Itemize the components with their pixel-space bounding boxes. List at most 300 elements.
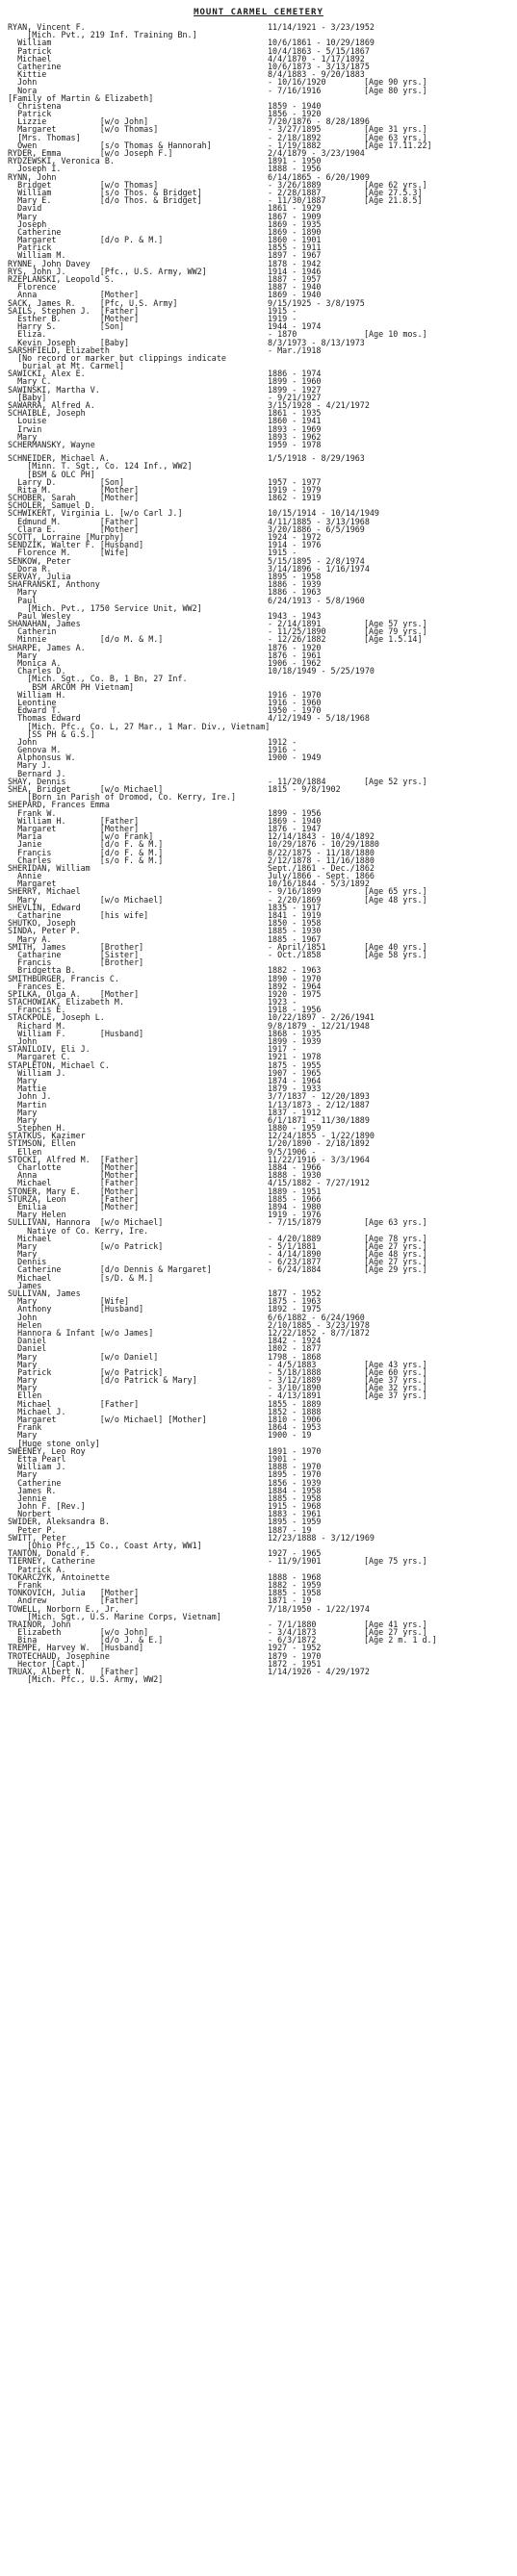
record-line — [8, 370, 513, 377]
record-dates: 1895 - 1958 — [268, 571, 322, 581]
record-dates: 1927 - 1952 — [268, 1643, 322, 1653]
record-dates: 1850 - 1958 — [268, 918, 322, 929]
record-dates: 1893 - 1969 — [268, 423, 322, 434]
record-name: Irwin — [8, 423, 42, 434]
record-dates: 1899 - 1939 — [268, 1036, 322, 1046]
record-line — [8, 1305, 513, 1313]
record-line — [8, 588, 513, 596]
record-name: Mary C. — [8, 376, 52, 387]
record-line — [8, 425, 513, 433]
record-dates: 6/1/1871 - 11/30/1889 — [268, 1114, 370, 1125]
record-dates: 1892 - 1975 — [268, 1304, 322, 1314]
record-dates: July/1866 - Sept. 1866 — [268, 871, 375, 881]
record-dates: 1943 - 1943 — [268, 610, 322, 621]
record-name: SENDZIK, Walter F. [Husband] — [8, 540, 144, 550]
record-name: SULLIVAN, Hannora [w/o Michael] — [8, 1217, 164, 1228]
record-name: SHANAHAN, James — [8, 619, 81, 629]
record-age-note: [Age 65 yrs.] — [364, 886, 427, 897]
record-dates: 8/3/1973 - 8/13/1973 — [268, 337, 365, 347]
record-line — [8, 1077, 513, 1084]
record-name: John J. — [8, 1091, 52, 1102]
record-age-note: [Age 48 yrs.] — [364, 1249, 427, 1260]
record-line — [8, 706, 513, 714]
record-name: Mary — [8, 1107, 38, 1117]
record-dates: 1868 - 1935 — [268, 1028, 322, 1038]
record-name: SCHERMANSKY, Wayne — [8, 439, 95, 449]
record-dates: 1899 - 1960 — [268, 376, 322, 387]
record-name: Catherine — [8, 226, 62, 237]
record-dates: 1885 - 1930 — [268, 926, 322, 936]
record-line — [8, 1675, 513, 1683]
record-name: William J. — [8, 1067, 66, 1078]
record-name: SINDA, Peter P. — [8, 926, 81, 936]
record-line — [8, 31, 513, 38]
record-dates: 1855 - 1911 — [268, 242, 322, 253]
record-dates: 1950 - 1970 — [268, 705, 322, 716]
record-name: Catherine [d/o Dennis & Margaret] — [8, 1264, 212, 1275]
record-dates: 1884 - 1966 — [268, 1162, 322, 1172]
record-dates: 11/22/1916 - 3/3/1964 — [268, 1154, 370, 1164]
record-name: Margaret [w/o Thomas] — [8, 124, 159, 135]
record-name: SHARPE, James A. — [8, 642, 86, 652]
record-dates: 1885 - 1958 — [268, 1492, 322, 1503]
record-dates: 2/12/1878 - 11/16/1880 — [268, 854, 375, 865]
record-line — [8, 47, 513, 55]
record-name: Patrick — [8, 242, 52, 253]
record-name: SCOTT, Lorraine [Murphy] — [8, 532, 125, 542]
record-dates: 1877 - 1952 — [268, 1288, 322, 1298]
record-age-note: [Age 10 mos.] — [364, 329, 427, 340]
record-line — [8, 1526, 513, 1534]
record-dates: 1906 - 1962 — [268, 658, 322, 668]
record-dates: 5/15/1895 - 2/8/1974 — [268, 555, 365, 566]
record-name: SHAY, Dennis — [8, 776, 66, 786]
record-dates: - 2/14/1891 — [268, 619, 322, 629]
record-name: John F. [Rev.] — [8, 1501, 86, 1512]
record-name: [Mrs. Thomas] — [8, 132, 81, 142]
record-dates: - 2/28/1887 — [268, 187, 322, 197]
record-dates: 1885 - 1958 — [268, 1588, 322, 1598]
record-name: SHUTKO, Joseph — [8, 918, 76, 929]
record-name: Bridgetta B. — [8, 965, 76, 976]
record-name: Charles [s/o F. & M.] — [8, 854, 164, 865]
record-name: STACHOWIAK, Elizabeth M. — [8, 997, 125, 1007]
record-dates: 3/15/1928 - 4/21/1972 — [268, 400, 370, 410]
record-line — [8, 1337, 513, 1344]
record-name: Margaret [w/o Michael] [Mother] — [8, 1415, 207, 1424]
record-name: Anna [Mother] — [8, 290, 140, 300]
record-name: Bina [d/o J. & E.] — [8, 1635, 164, 1645]
record-name: John — [8, 77, 38, 88]
record-name: Dora R. — [8, 563, 52, 574]
record-dates: - April/1851 — [268, 941, 326, 952]
record-dates: 1891 - 1970 — [268, 1445, 322, 1456]
record-dates: - 9/21/1927 — [268, 392, 322, 402]
record-dates: 10/22/1897 - 2/26/1941 — [268, 1012, 375, 1023]
record-line — [8, 659, 513, 667]
record-name: Dennis — [8, 1257, 47, 1267]
record-name: TOWELL, Norborn E., Jr. — [8, 1603, 119, 1614]
record-name: Catharine [Sister] — [8, 949, 140, 959]
record-name: [SS PH & G.S.] — [8, 728, 95, 739]
record-dates: 10/4/1863 - 5/15/1867 — [268, 45, 370, 56]
record-dates: 1876 - 1961 — [268, 650, 322, 660]
record-dates: 2/4/1879 - 3/23/1904 — [268, 148, 365, 158]
record-name: RZEPLANSKI, Leopold S. — [8, 274, 115, 284]
record-dates: 10/6/1861 - 10/29/1869 — [268, 38, 375, 48]
record-dates: 1871 - 19 — [268, 1595, 312, 1606]
record-dates: 1876 - 1947 — [268, 823, 322, 833]
record-name: Rita M. [Mother] — [8, 484, 140, 495]
record-age-note: [Age 57 yrs.] — [364, 619, 427, 629]
record-line — [8, 1084, 513, 1092]
record-dates: 1921 - 1978 — [268, 1052, 322, 1062]
record-dates: 7/18/1950 - 1/22/1974 — [268, 1603, 370, 1614]
record-name: burial at Mt. Carmel] — [8, 361, 125, 371]
record-name: Francis [d/o F. & M.] — [8, 847, 164, 857]
record-dates: 6/6/1882 - 6/24/1960 — [268, 1312, 365, 1322]
record-dates: - 4/5/1883 — [268, 1359, 317, 1369]
record-dates: 1899 - 1927 — [268, 384, 322, 395]
record-line — [8, 620, 513, 627]
record-dates: 1872 - 1951 — [268, 1658, 322, 1669]
record-name: Annie — [8, 871, 42, 881]
record-dates: 8/22/1875 - 11/18/1880 — [268, 847, 375, 857]
record-name: Daniel — [8, 1336, 47, 1346]
record-name: Mary — [8, 431, 38, 442]
record-dates: 12/14/1843 - 10/4/1892 — [268, 831, 375, 842]
record-name: [Minn. T. Sgt., Co. 124 Inf., WW2] — [8, 461, 193, 472]
record-line — [8, 699, 513, 706]
record-age-note: [Age 37 yrs.] — [364, 1390, 427, 1401]
record-name: Mary [Wife] — [8, 1296, 130, 1307]
record-line — [8, 683, 513, 691]
record-line — [8, 94, 513, 102]
record-name: Frank — [8, 1422, 42, 1433]
record-dates: 1815 - 9/8/1902 — [268, 784, 341, 794]
record-age-note: [Age 79 yrs.] — [364, 626, 427, 637]
record-line — [8, 975, 513, 982]
record-name: Peter P. — [8, 1524, 57, 1535]
record-dates: 1919 - 1976 — [268, 1210, 322, 1220]
record-dates: 4/15/1882 - 7/27/1912 — [268, 1178, 370, 1188]
record-dates: 3/20/1886 - 6/5/1969 — [268, 523, 365, 534]
record-dates: - Oct./1858 — [268, 949, 322, 959]
record-name: RYS, John J. [Pfc., U.S. Army, WW2] — [8, 266, 207, 276]
record-line — [8, 1573, 513, 1581]
record-line — [8, 1139, 513, 1147]
record-dates: 1887 - 19 — [268, 1524, 312, 1535]
record-name: Mary [d/o Patrick & Mary] — [8, 1375, 197, 1386]
record-age-note: [Age 40 yrs.] — [364, 941, 427, 952]
record-name: Hannora & Infant [w/o James] — [8, 1327, 154, 1338]
record-name: Owen [s/o Thomas & Hannorah] — [8, 140, 212, 150]
record-name: SHEVLIN, Edward — [8, 902, 81, 912]
record-dates: 10/18/1949 - 5/25/1970 — [268, 666, 375, 676]
record-line — [8, 604, 513, 612]
record-line — [8, 1203, 513, 1211]
record-name: Patrick A. — [8, 1564, 66, 1574]
record-line — [8, 896, 513, 904]
record-name: Catherin — [8, 626, 57, 637]
record-name: Joseph I. — [8, 164, 62, 174]
record-line — [8, 958, 513, 966]
record-dates: 1914 - 1946 — [268, 266, 322, 276]
record-dates: 3/7/1837 - 12/20/1893 — [268, 1091, 370, 1102]
record-name: SWITT, Peter — [8, 1532, 66, 1543]
record-line — [8, 801, 513, 808]
record-dates: 1798 - 1868 — [268, 1351, 322, 1362]
record-line — [8, 1101, 513, 1109]
record-name: William J. — [8, 1462, 66, 1472]
record-line — [8, 1463, 513, 1470]
record-name: William H. [Father] — [8, 815, 140, 826]
record-name: Michael — [8, 1233, 52, 1243]
record-dates: 1856 - 1920 — [268, 109, 322, 119]
record-age-note: [Age 63 yrs.] — [364, 1217, 427, 1228]
record-name: Esther B. [Mother] — [8, 313, 140, 323]
record-age-note: [Age 90 yrs.] — [364, 77, 427, 88]
record-line — [8, 651, 513, 659]
record-age-note: [Age 21.8.5] — [364, 195, 423, 206]
record-dates: 1915 - — [268, 548, 297, 558]
record-name: Michael [Father] — [8, 1178, 140, 1188]
record-name: Stephen H. — [8, 1123, 66, 1134]
record-dates: 1852 - 1888 — [268, 1406, 322, 1416]
record-dates: - 6/3/1872 — [268, 1635, 317, 1645]
record-name: Frank W. — [8, 807, 57, 818]
record-name: Patrick — [8, 45, 52, 56]
record-name: Mary — [8, 1359, 38, 1369]
record-dates: 1869 - 1935 — [268, 218, 322, 229]
record-dates: 1899 - 1956 — [268, 807, 322, 818]
record-dates: 4/4/1870 - 1/17/1892 — [268, 53, 365, 64]
record-name: Joseph — [8, 218, 47, 229]
record-name: Native of Co. Kerry, Ire. — [8, 1225, 149, 1236]
record-name: Catherine — [8, 61, 62, 71]
record-dates: 1918 - 1956 — [268, 1005, 322, 1015]
record-name: RYDZEWSKI, Veronica B. — [8, 156, 115, 166]
record-line — [8, 38, 513, 46]
record-dates: 1891 - 1950 — [268, 156, 322, 166]
record-dates: 1802 - 1877 — [268, 1343, 322, 1354]
record-name: Clara E. [Mother] — [8, 523, 140, 534]
record-name: Charles D. — [8, 666, 66, 676]
record-dates: 1885 - 1966 — [268, 1193, 322, 1204]
record-name: Mary — [8, 1430, 38, 1441]
record-dates: - 4/14/1890 — [268, 1249, 322, 1260]
record-name: James — [8, 1280, 42, 1290]
record-age-note: [Age 58 yrs.] — [364, 949, 427, 959]
record-line — [8, 1447, 513, 1455]
record-dates: - 2/18/1892 — [268, 132, 322, 142]
record-name: Edward T. — [8, 705, 62, 716]
record-dates: 1860 - 1901 — [268, 235, 322, 245]
record-dates: 6/14/1865 - 6/20/1909 — [268, 171, 370, 182]
record-line — [8, 275, 513, 283]
record-line — [8, 1613, 513, 1620]
record-line — [8, 738, 513, 746]
record-name: Helen — [8, 1319, 42, 1330]
record-name: Andrew [Father] — [8, 1595, 140, 1606]
record-name: SPILKA, Olga A. [Mother] — [8, 988, 140, 999]
record-dates: - 3/26/1889 — [268, 179, 322, 190]
record-line — [8, 872, 513, 880]
record-line — [8, 1227, 513, 1235]
record-name: Paul — [8, 595, 38, 605]
record-dates: 1916 - — [268, 745, 297, 755]
record-name: SAILS, Stephen J. [Father] — [8, 305, 140, 316]
record-dates: 1915 - — [268, 305, 297, 316]
record-name: William — [8, 38, 52, 48]
record-dates: 1888 - 1956 — [268, 164, 322, 174]
record-dates: 1875 - 1955 — [268, 1059, 322, 1070]
record-line — [8, 70, 513, 78]
record-name: Minnie [d/o M. & M.] — [8, 634, 164, 645]
record-age-note: [Age 1.5.14] — [364, 634, 423, 645]
record-dates: - 5/1/1881 — [268, 1240, 317, 1251]
record-dates: 1837 - 1912 — [268, 1107, 322, 1117]
record-line — [8, 927, 513, 934]
record-dates: 10/16/1844 - 5/3/1892 — [268, 879, 370, 889]
record-dates: 1890 - 1970 — [268, 973, 322, 983]
record-name: Francis [Brother] — [8, 957, 144, 968]
record-dates: 1/14/1926 - 4/29/1972 — [268, 1667, 370, 1676]
record-name: STURZA, Leon [Father] — [8, 1193, 140, 1204]
record-name: [BSM & OLC PH] — [8, 469, 95, 479]
record-dates: 1916 - 1960 — [268, 697, 322, 707]
record-dates: 1944 - 1974 — [268, 321, 322, 332]
record-name: SARSHFIELD, Elizabeth — [8, 344, 110, 355]
record-line — [8, 441, 513, 448]
record-dates: - 1870 — [268, 329, 297, 340]
record-age-note: [Age 62 yrs.] — [364, 179, 427, 190]
record-name: Mary — [8, 1114, 38, 1125]
record-line — [8, 243, 513, 251]
record-line — [8, 644, 513, 651]
record-line — [8, 1242, 513, 1250]
record-dates: 1855 - 1889 — [268, 1398, 322, 1409]
record-dates: 1919 - 1979 — [268, 484, 322, 495]
record-dates: 8/4/1883 - 9/20/1883 — [268, 69, 365, 80]
record-dates: 1889 - 1951 — [268, 1186, 322, 1196]
record-name: TRUAX, Albert N. [Father] — [8, 1667, 140, 1676]
record-name: Mary [w/o Patrick] — [8, 1240, 164, 1251]
record-line — [8, 1455, 513, 1463]
record-name: Mary — [8, 1249, 38, 1260]
record-name: Margaret C. — [8, 1052, 71, 1062]
record-name: Larry D. [Son] — [8, 476, 125, 487]
record-name: Ellen — [8, 1390, 42, 1401]
record-line — [8, 63, 513, 70]
record-dates: - 3/12/1889 — [268, 1375, 322, 1386]
record-dates: 1884 - 1958 — [268, 1485, 322, 1495]
record-line — [8, 1502, 513, 1510]
record-dates: 12/24/1855 - 1/22/1890 — [268, 1131, 375, 1141]
record-line — [8, 998, 513, 1006]
record-age-note: [Age 27 yrs.] — [364, 1627, 427, 1638]
record-name: Florence M. [Wife] — [8, 548, 130, 558]
record-name: Richard M. — [8, 1020, 66, 1031]
record-name: Emilia [Mother] — [8, 1201, 140, 1211]
record-line — [8, 196, 513, 204]
record-age-note: [Age 27.5.3] — [364, 187, 423, 197]
record-name: [Huge stone only] — [8, 1438, 100, 1448]
record-dates: 1915 - 1968 — [268, 1501, 322, 1512]
record-line — [8, 204, 513, 212]
record-name: William [s/o Thos. & Bridget] — [8, 187, 202, 197]
record-line — [8, 1400, 513, 1408]
record-name: SACK, James R. [Pfc, U.S. Army] — [8, 297, 178, 308]
record-line — [8, 1416, 513, 1423]
record-dates: 1907 - 1965 — [268, 1067, 322, 1078]
record-name: Bernard J. — [8, 768, 66, 778]
record-name: SHAFRANSKI, Anthony — [8, 579, 100, 590]
record-line — [8, 691, 513, 699]
record-line — [8, 1557, 513, 1565]
record-line — [8, 580, 513, 588]
record-name: STACKPOLE, Joseph L. — [8, 1012, 105, 1023]
record-name: [Born in Parish of Dromod, Co. Kerry, Ire.] — [8, 792, 236, 803]
record-name: Mary J. — [8, 760, 52, 771]
record-dates: 1900 - 1949 — [268, 752, 322, 763]
record-dates: 1862 - 1919 — [268, 493, 322, 503]
record-line — [8, 1116, 513, 1124]
record-dates: 1861 - 1929 — [268, 203, 322, 214]
record-name: Bridget [w/o Thomas] — [8, 179, 159, 190]
record-line — [8, 409, 513, 417]
cemetery-record-list — [8, 23, 513, 1683]
record-name: TROTECHAUD, Josephine — [8, 1650, 110, 1661]
record-dates: - 3/4/1873 — [268, 1627, 317, 1638]
record-name: Lizzie [w/o John] — [8, 116, 149, 127]
record-dates: - 11/20/1884 — [268, 776, 326, 786]
record-line — [8, 220, 513, 228]
record-dates: 1856 - 1939 — [268, 1477, 322, 1488]
record-name: Margaret [Mother] — [8, 823, 140, 833]
record-name: Anna [Mother] — [8, 1170, 140, 1181]
record-line — [8, 565, 513, 573]
record-name: Kittie — [8, 69, 47, 80]
record-line — [8, 1376, 513, 1384]
record-dates: 1894 - 1980 — [268, 1201, 322, 1211]
record-name: SCHOBER, Sarah [Mother] — [8, 493, 140, 503]
record-age-note: [Age 48 yrs.] — [364, 894, 427, 905]
record-line — [8, 753, 513, 761]
record-name: [Family of Martin & Elizabeth] — [8, 92, 154, 103]
record-dates: 1882 - 1963 — [268, 965, 322, 976]
record-line — [8, 612, 513, 620]
record-age-note: [Age 31 yrs.] — [364, 124, 427, 135]
record-line — [8, 770, 513, 778]
record-name: Paul Wesley — [8, 610, 71, 621]
record-name: SERVAY, Julia — [8, 571, 71, 581]
record-name: SHEA, Bridget [w/o Michael] — [8, 784, 164, 794]
record-name: Mary [w/o Michael] — [8, 894, 164, 905]
record-line — [8, 157, 513, 165]
record-line — [8, 730, 513, 738]
record-name: SCHOLER, Samuel D. — [8, 500, 95, 511]
record-dates: 1879 - 1970 — [268, 1650, 322, 1661]
record-dates: 9/15/1925 - 3/8/1975 — [268, 297, 365, 308]
record-dates: 1897 - 1967 — [268, 250, 322, 261]
record-dates: - 7/1/1880 — [268, 1619, 317, 1629]
record-dates: - Mar./1918 — [268, 344, 322, 355]
record-age-note: [Age 17.11.22] — [364, 140, 432, 150]
record-dates: 1886 - 1974 — [268, 369, 322, 379]
record-dates: 1835 - 1917 — [268, 902, 322, 912]
record-line — [8, 417, 513, 424]
